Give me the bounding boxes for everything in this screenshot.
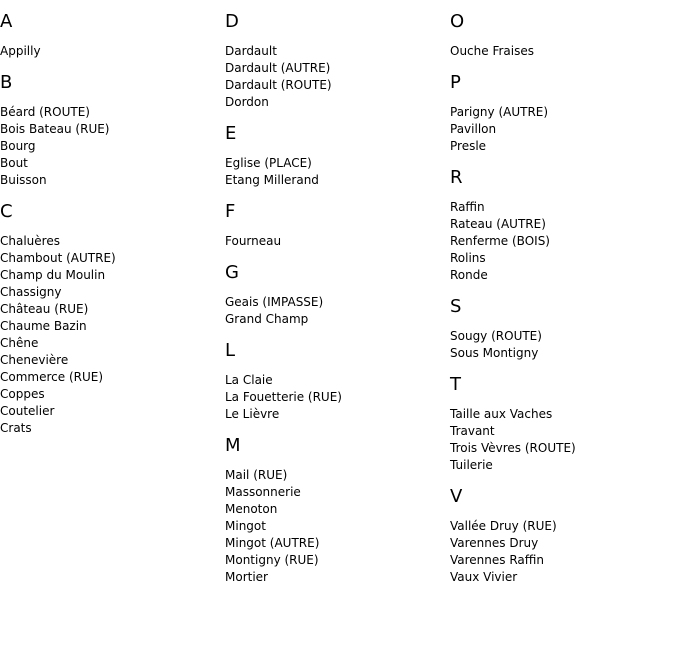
street-link[interactable]: Rateau (AUTRE) (450, 217, 546, 231)
letter-heading: V (450, 486, 463, 507)
letter-heading: R (450, 167, 463, 188)
letter-group-g (225, 263, 450, 328)
street-link[interactable]: Presle (450, 139, 487, 153)
street-link[interactable]: Coppes (0, 387, 45, 401)
street-link[interactable]: Béard (ROUTE) (0, 105, 90, 119)
street-link[interactable]: Sous Montigny (450, 346, 539, 360)
street-list (450, 43, 675, 60)
street-link[interactable]: Eglise (PLACE) (225, 156, 312, 170)
street-link[interactable]: Vallée Druy (RUE) (450, 519, 557, 533)
letter-heading: B (0, 72, 13, 93)
street-list (450, 328, 675, 362)
street-link[interactable]: Dardault (AUTRE) (225, 61, 331, 75)
index-column-1 (0, 0, 225, 450)
letter-heading: S (450, 296, 462, 317)
street-list (225, 233, 450, 250)
street-link[interactable]: Chaluères (0, 234, 60, 248)
street-list (450, 518, 675, 586)
street-link[interactable]: Chambout (AUTRE) (0, 251, 116, 265)
letter-heading: M (225, 435, 241, 456)
street-link[interactable]: Mail (RUE) (225, 468, 288, 482)
letter-heading: F (225, 201, 236, 222)
letter-heading: O (450, 11, 465, 32)
street-link[interactable]: Rolins (450, 251, 486, 265)
street-link[interactable]: La Claie (225, 373, 273, 387)
letter-group-s (450, 297, 675, 362)
letter-heading: E (225, 123, 237, 144)
street-link[interactable]: Tuilerie (450, 458, 493, 472)
letter-group-m (225, 436, 450, 586)
street-link[interactable]: Raffin (450, 200, 485, 214)
letter-heading: P (450, 72, 461, 93)
index-column-2 (225, 0, 450, 599)
street-link[interactable]: Bois Bateau (RUE) (0, 122, 110, 136)
letter-heading: G (225, 262, 239, 283)
street-link[interactable]: Grand Champ (225, 312, 309, 326)
letter-group-a (0, 12, 225, 60)
letter-heading: A (0, 11, 13, 32)
street-link[interactable]: Appilly (0, 44, 41, 58)
letter-group-p (450, 73, 675, 155)
street-link[interactable]: Dardault (ROUTE) (225, 78, 332, 92)
street-link[interactable]: Commerce (RUE) (0, 370, 104, 384)
street-list (225, 372, 450, 423)
street-link[interactable]: Mingot (225, 519, 266, 533)
letter-group-d (225, 12, 450, 111)
street-link[interactable]: Etang Millerand (225, 173, 319, 187)
letter-heading: L (225, 340, 236, 361)
street-link[interactable]: Mortier (225, 570, 268, 584)
letter-heading: C (0, 201, 13, 222)
street-link[interactable]: Coutelier (0, 404, 55, 418)
street-link[interactable]: Varennes Druy (450, 536, 539, 550)
index-column-3 (450, 0, 675, 599)
street-link[interactable]: Trois Vèvres (ROUTE) (450, 441, 576, 455)
letter-group-b (0, 73, 225, 189)
street-link[interactable]: Sougy (ROUTE) (450, 329, 542, 343)
street-link[interactable]: Varennes Raffin (450, 553, 544, 567)
street-link[interactable]: Pavillon (450, 122, 497, 136)
street-list (225, 467, 450, 586)
street-link[interactable]: Parigny (AUTRE) (450, 105, 549, 119)
street-link[interactable]: Menoton (225, 502, 278, 516)
letter-group-c (0, 202, 225, 437)
street-link[interactable]: Crats (0, 421, 32, 435)
street-link[interactable]: Taille aux Vaches (450, 407, 553, 421)
street-list (0, 43, 225, 60)
street-link[interactable]: Mingot (AUTRE) (225, 536, 320, 550)
street-link[interactable]: Bourg (0, 139, 36, 153)
street-link[interactable]: Dordon (225, 95, 269, 109)
street-link[interactable]: Le Lièvre (225, 407, 280, 421)
street-list (225, 155, 450, 189)
letter-group-v (450, 487, 675, 586)
letter-group-r (450, 168, 675, 284)
street-link[interactable]: Geais (IMPASSE) (225, 295, 324, 309)
letter-group-f (225, 202, 450, 250)
letter-group-o (450, 12, 675, 60)
street-list (450, 406, 675, 474)
street-link[interactable]: Dardault (225, 44, 277, 58)
street-link[interactable]: Vaux Vivier (450, 570, 518, 584)
street-list (450, 199, 675, 284)
street-link[interactable]: Massonnerie (225, 485, 301, 499)
street-link[interactable]: Château (RUE) (0, 302, 89, 316)
street-link[interactable]: Ouche Fraises (450, 44, 534, 58)
street-list (0, 233, 225, 437)
street-list (225, 294, 450, 328)
street-link[interactable]: Ronde (450, 268, 488, 282)
letter-group-l (225, 341, 450, 423)
street-link[interactable]: La Fouetterie (RUE) (225, 390, 342, 404)
street-link[interactable]: Bout (0, 156, 28, 170)
street-link[interactable]: Chassigny (0, 285, 62, 299)
letter-group-e (225, 124, 450, 189)
street-list (450, 104, 675, 155)
street-list (0, 104, 225, 189)
letter-group-t (450, 375, 675, 474)
street-link[interactable]: Montigny (RUE) (225, 553, 319, 567)
street-link[interactable]: Renferme (BOIS) (450, 234, 550, 248)
street-link[interactable]: Chenevière (0, 353, 69, 367)
street-link[interactable]: Chaume Bazin (0, 319, 87, 333)
street-list (225, 43, 450, 111)
street-link[interactable]: Fourneau (225, 234, 282, 248)
street-link[interactable]: Buisson (0, 173, 47, 187)
letter-heading: T (450, 374, 461, 395)
letter-heading: D (225, 11, 239, 32)
street-link[interactable]: Travant (450, 424, 495, 438)
street-link[interactable]: Champ du Moulin (0, 268, 106, 282)
street-link[interactable]: Chêne (0, 336, 39, 350)
